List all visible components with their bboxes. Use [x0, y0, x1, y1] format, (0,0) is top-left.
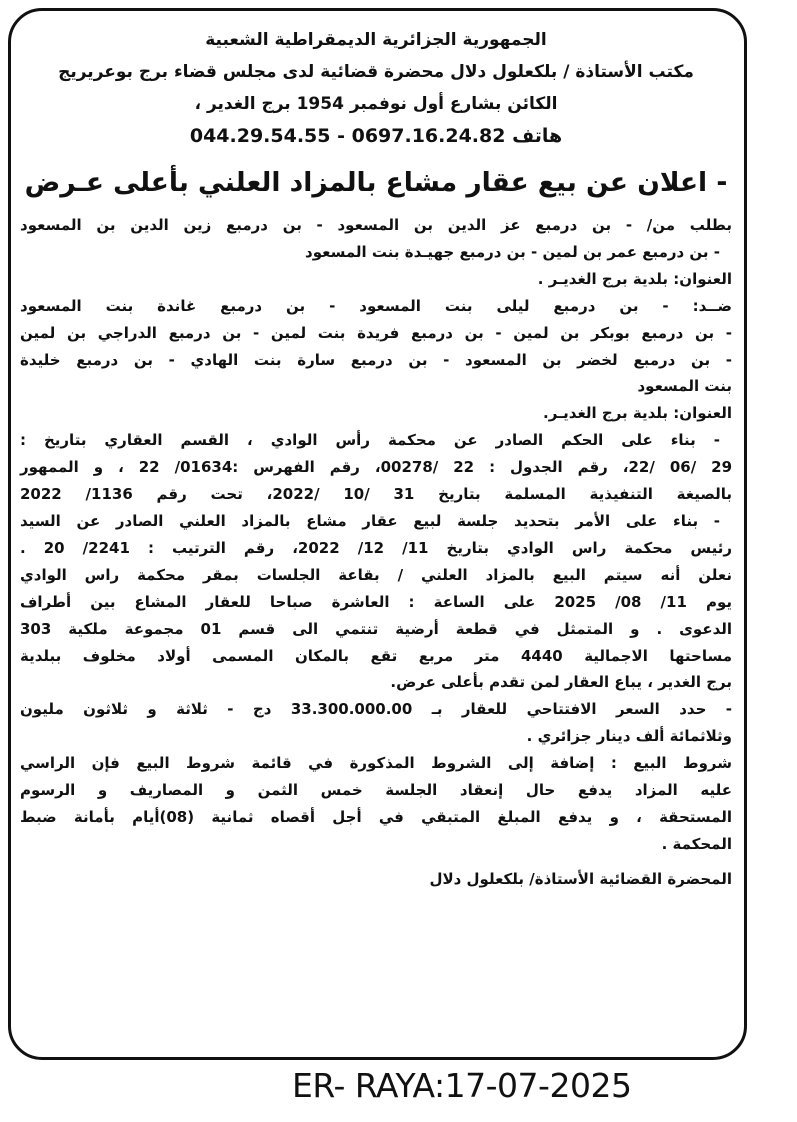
body-line: - بناء على الحكم الصادر عن محكمة رأس الوادي ، القسم العقاري بتاريخ : — [20, 431, 720, 450]
body-line: يوم 11/ 08/ 2025 على الساعة : العاشرة صباحا للعقار المشاع بين أطراف — [20, 592, 732, 611]
legal-notice — [20, 24, 732, 894]
notice-body — [20, 212, 732, 858]
phone-header: هاتف 0697.16.24.82 - 044.29.54.55 — [189, 125, 563, 147]
body-line: وثلاثمائة ألف دينار جزائري . — [526, 727, 732, 746]
body-line: بنت المسعود — [637, 377, 732, 396]
body-line: العنوان: بلدية برج الغديـر. — [543, 404, 732, 423]
notice-title: - اعلان عن بيع عقار مشاع بالمزاد العلني بأعلى عـرض — [24, 167, 728, 198]
body-line: رئيس محكمة راس الوادي بتاريخ 11/ 12/ 2022، رقم الترتيب : 2241/ 20 . — [20, 538, 733, 557]
address-header: الكائن بشارع أول نوفمبر 1954 برج الغدير ، — [194, 94, 558, 114]
body-line: الدعوى . و المتمثل في قطعة أرضية تنتمي الى قسم 01 مجموعة ملكية 303 — [20, 619, 733, 638]
body-line: شروط البيع : إضافة إلى الشروط المذكورة في قائمة شروط البيع فإن الراسي — [20, 754, 732, 773]
body-line: - بناء على الأمر بتحديد جلسة لبيع عقار مشاع بالمزاد العلني الصادر عن السيد — [20, 511, 720, 530]
body-line: بطلب من/ - بن درمبع عز الدين بن المسعود - بن درمبع زين الدين بن المسعود — [20, 216, 732, 234]
body-line: نعلن أنه سيتم البيع بالمزاد العلني / بقاعة الجلسات بمقر محكمة راس الوادي — [20, 565, 732, 584]
body-line: عليه المزاد يدفع حال إنعقاد الجلسة خمس الثمن و المصاريف و الرسوم — [20, 781, 732, 800]
body-line: مساحتها الاجمالية 4440 متر مربع تقع بالمكان المسمى أولاد مخلوف ببلدية — [20, 646, 733, 665]
office-header: مكتب الأستاذة / بلكعلول دلال محضرة قضائية لدى مجلس قضاء برج بوعريريج — [58, 62, 694, 82]
republic-header: الجمهورية الجزائرية الديمقراطية الشعبية — [205, 30, 547, 50]
body-line: المحكمة . — [661, 834, 732, 853]
body-line: - بن درمبع بوبكر بن لمين - بن درمبع فريدة بنت لمين - بن درمبع الدراجي بن لمين — [20, 323, 732, 342]
body-line: ضــد: - بن درمبع ليلى بنت المسعود - بن درمبع غاندة بنت المسعود — [20, 296, 732, 315]
body-line: المستحقة ، و يدفع المبلغ المتبقي في أجل أقصاه ثمانية (08)أيام بأمانة ضبط — [20, 807, 733, 826]
body-line: - بن درمبع لخضر بن المسعود - بن درمبع سارة بنت الهادي - بن درمبع خليدة — [20, 350, 732, 369]
body-line: 29 /06 /22، رقم الجدول : 22 /00278، رقم الفهرس :01634/ 22 ، و الممهور — [20, 458, 733, 477]
body-line: بالصيغة التنفيذية المسلمة بتاريخ 31 /10 /2022، تحت رقم 1136/ 2022 — [20, 485, 733, 504]
body-line: - بن درمبع عمر بن لمين - بن درمبع جهيـدة بنت المسعود — [305, 242, 720, 261]
publication-stamp: ER- RAYA:17-07-2025 — [292, 1066, 632, 1105]
body-line: برج الغدير ، يباع العقار لمن تقدم بأعلى عرض. — [390, 673, 732, 692]
body-line: العنوان: بلدية برج الغديـر . — [537, 269, 732, 288]
body-line: - حدد السعر الافتتاحي للعقار بـ 33.300.000.00 دج - ثلاثة و ثلاثون مليون — [20, 700, 733, 719]
bailiff-signature: المحضرة القضائية الأستاذة/ بلكعلول دلال — [429, 869, 732, 888]
